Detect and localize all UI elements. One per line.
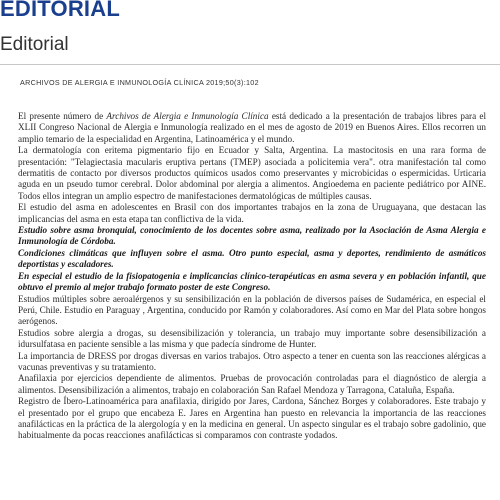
paragraph: La importancia de DRESS por drogas diversas en varios trabajos. Otro aspecto a tener en cuenta son las reacciones alérgicas a vacunas preventivas y su tratamiento. bbox=[18, 350, 486, 372]
paragraph-intro: El presente número de Archivos de Alergia e Inmunología Clínica está dedicado a la presentación de trabajos libres para el XLII Congreso Nacional de Alergia e Inmunología realizado en el mes de agosto de 2019 en Buenos Aires. Ellos recorren un amplio temario de la especialidad en Argentina, Latinoamérica y el mundo. bbox=[18, 111, 487, 144]
section-label: EDITORIAL bbox=[0, 0, 120, 21]
paragraph: El estudio del asma en adolescentes en Brasil con dos importantes trabajos en la zona de Uruguayana, que destacan las implicancias del asma en esta etapa tan conflictiva de la vida. bbox=[18, 202, 486, 224]
paragraph: Estudios sobre alergia a drogas, su desensibilización y tolerancia, un trabajo muy importante sobre desensibilización a idursulfatasa en paciente sensible a las misma y que padecía síndrome de Hunter. bbox=[18, 327, 486, 350]
highlighted-paragraph: Estudio sobre asma bronquial, conocimiento de los docentes sobre asma, realizado por la Asociación de Asma Alergia e Inmunología de Córdoba. bbox=[18, 225, 486, 247]
paragraph: Registro de Íbero-Latinoamérica para anafilaxia, dirigido por Jares, Cardona, Sánchez Borges y colaboradores. Este trabajo y el presentado por el grupo que encabeza E. Jares en Argentina han puesto en relevancia la importancia de las reacciones anafilácticas en la práctica de la alergología y en la medicina en general. Un aspecto singular es el trabajo sobre gadolinio, que habitualmente da pocas reacciones anafilácticas si comparamos con contraste yodados. bbox=[18, 396, 486, 441]
paragraph: La dermatología con eritema pigmentario fijo en Ecuador y Salta, Argentina. La mastocitosis en una rara forma de presentación: "Telagiectasia macularis eruptiva pertans (TMEP) asociada a policitemia vera". otra manifestación tal como dermatitis de contacto por diversos productos químicos usados como preservantes y microbicidas o espermicidas. Urticaria aguda en un pseudo tumor cerebral. Dolor abdominal por alergia a alimentos. Angioedema en paciente pediátrico por AINE. Todos ellos integran un amplio espectro de manifestaciones dermatológicas de múltiples causas. bbox=[18, 145, 486, 201]
paragraph: Estudios múltiples sobre aeroalérgenos y su sensibilización en la población de diversos países de Sudamérica, en especial el Perú, Chile. Estudio en Paraguay , Argentina, conducido por Ramón y colaboradores. Así como en Mar del Plata sobre hongos aerógenos. bbox=[18, 293, 486, 327]
journal-citation: ARCHIVOS DE ALERGIA E INMUNOLOGÍA CLÍNICA 2019;50(3):102 bbox=[20, 78, 259, 87]
highlighted-paragraph: En especial el estudio de la fisiopatogenia e implicancias clínico-terapéuticas en asma severa y en población infantil, que obtuvo el premio al mejor trabajo formato poster de este Congreso. bbox=[18, 270, 486, 293]
article-body bbox=[18, 111, 486, 442]
paragraph: Anafilaxia por ejercicios dependiente de alimentos. Pruebas de provocación controladas para el diagnóstico de alergia a alimentos. Desensibilización a alimentos, trabajo en colaboración San Rafael Mendoza y Tarragona, Cataluña, España. bbox=[18, 373, 486, 395]
header-divider bbox=[0, 64, 500, 65]
highlighted-paragraph: Condiciones climáticas que influyen sobre el asma. Otro punto especial, asma y deportes, rendimiento de asmáticos deportistas y escaladores. bbox=[18, 247, 486, 270]
page-title: Editorial bbox=[0, 34, 69, 55]
journal-name: Archivos de Alergia e Inmunología Clínica bbox=[106, 111, 269, 121]
